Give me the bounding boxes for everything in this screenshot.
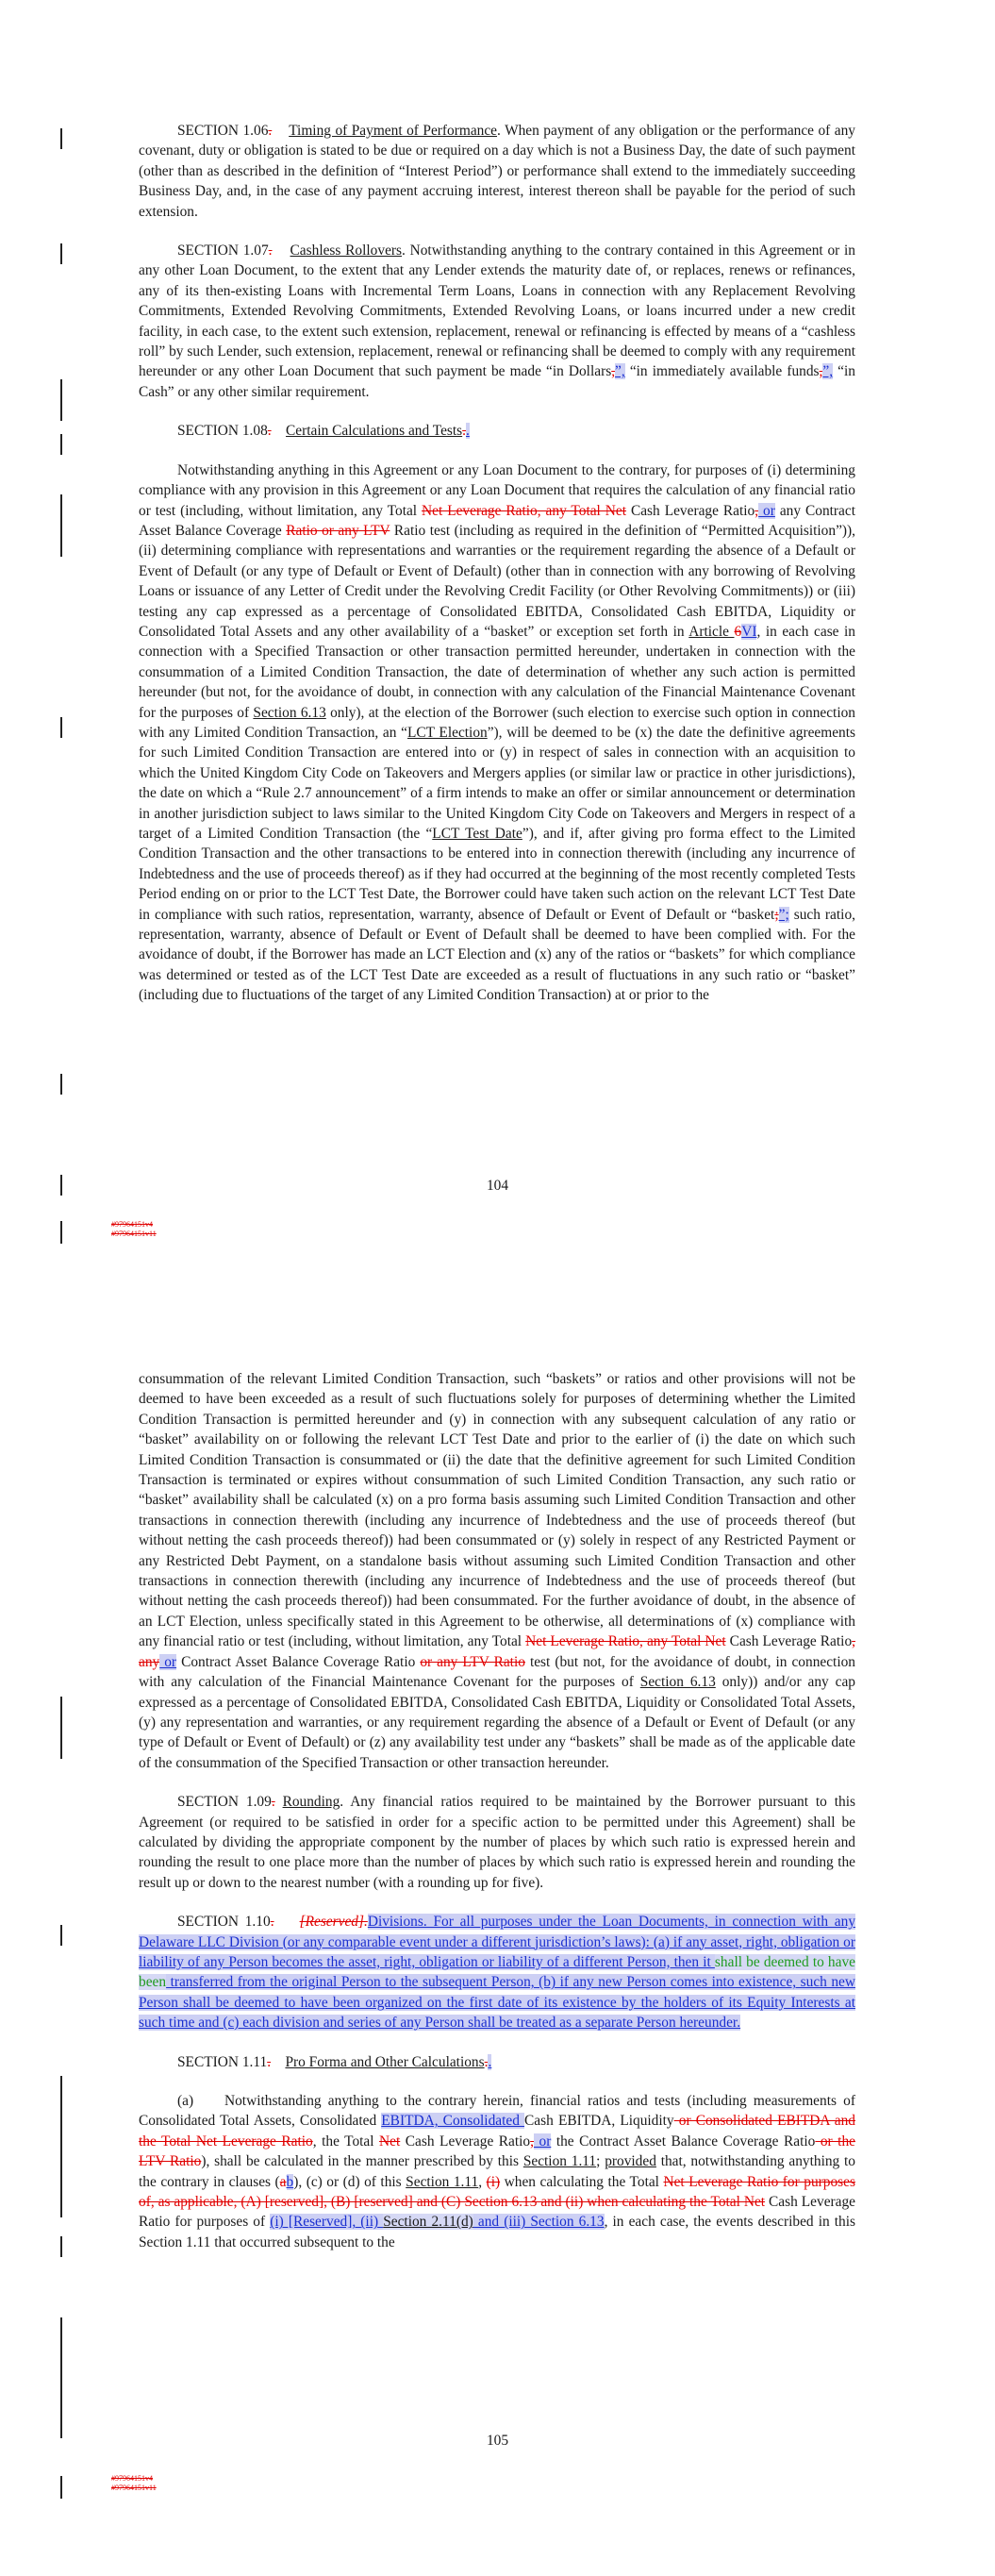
change-bar xyxy=(60,434,62,455)
change-bar xyxy=(60,128,62,149)
change-bar xyxy=(60,1925,62,1946)
page-body xyxy=(139,1369,855,2271)
document-id: #97964151v4 #97964151v11 xyxy=(111,2474,157,2492)
section-title: Timing of Payment of Performance xyxy=(289,123,498,139)
section-1-09: SECTION 1.09. Rounding. Any financial ratios required to be maintained by the Borrower pursuant to this Agreement (or required to be satisfied in order for a specific action to be permitted under this Agreement) shall be calculated by dividing the appropriate component by the number of places by which such ratio is expressed herein and rounding the result to one place more than the number of places by which such ratio is expressed herein and rounding the result up or down to the nearest number (with a rounding up for five). xyxy=(139,1794,855,1891)
change-bar xyxy=(60,717,62,738)
page-number: 104 xyxy=(486,1178,509,1194)
section-1-06: SECTION 1.06. Timing of Payment of Performance. When payment of any obligation or the performance of any covenant, duty or obligation is stated to be due or required on a day which is not a Business Day, the date of such payment (other than as described in the definition of “Interest Period”) or performance shall extend to the immediately succeeding Business Day, and, in the case of any payment accruing interest, interest thereon shall be payable for the period of such extension. xyxy=(139,123,856,220)
change-bar xyxy=(60,2317,62,2438)
change-bar xyxy=(60,379,62,421)
change-bar xyxy=(60,2476,62,2499)
section-title: Cashless Rollovers xyxy=(290,243,403,259)
section-title: Rounding xyxy=(282,1794,340,1811)
section-1-08-body: Notwithstanding anything in this Agreement or any Loan Document to the contrary, for purposes of (i) determining compliance with any provision in this Agreement or any Loan Document that requires the calculation of any financial ratio or test (including, without limitation, any Total Net Leverage Ratio, any Total Net Cash Leverage Ratio, or any Contract Asset Balance Coverage Ratio or any LTV Ratio test (including as required in the definition of “Permitted Acquisition”)), (ii) determining compliance with representations and warranties or the requirement regarding the absence of a Default or Event of Default (or any type of Default or Event of Default) (other than in connection with any borrowing of Revolving Loans or issuance of any Letter of Credit under the Revolving Credit Facility (or Other Revolving Commitments)) or (iii) testing any cap expressed as a percentage of Consolidated EBITDA, Consolidated Cash EBITDA, Liquidity or Consolidated Total Assets and any other availability of a “basket” or exception set forth in Article 6VI, in each case in connection with a Specified Transaction or other transaction permitted hereunder, undertaken in connection with the consummation of a Limited Condition Transaction, the date of determination of whether any such action is permitted hereunder (but not, for the avoidance of doubt, in connection with any calculation of the Financial Maintenance Covenant for the purposes of Section 6.13 only), at the election of the Borrower (such election to exercise such option in connection with any Limited Condition Transaction, an “LCT Election”), will be deemed to be (x) the date the definitive agreements for such Limited Condition Transaction are entered into or (y) in respect of sales in connection with an acquisition to which the United Kingdom City Code on Takeovers and Mergers applies (or similar law or practice in other jurisdictions), the date on which a “Rule 2.7 announcement” of a firm intends to make an offer or similar announcement or determination in another jurisdiction subject to laws similar to the United Kingdom City Code on Takeovers and Mergers in respect of a target of a Limited Condition Transaction (the “LCT Test Date”), and if, after giving pro forma effect to the Limited Condition Transaction and the other transactions to be entered into in connection therewith (including any incurrence of Indebtedness and the use of proceeds thereof) as if they had occurred at the beginning of the most recently completed Tests Period ending on or prior to the LCT Test Date, the Borrower could have taken such action on the relevant LCT Test Date in compliance with such ratios, representation, warranty, absence of Default or Event of Default or “basket;”; such ratio, representation, warranty, absence of Default or Event of Default shall be deemed to have been complied with. For the avoidance of doubt, if the Borrower has made an LCT Election and (x) any of the ratios or “baskets” for which compliance was determined or tested as of the LCT Test Date are exceeded as a result of fluctuations in any such ratio or “basket” (including due to fluctuations of the target of any Limited Condition Transaction) at or prior to the xyxy=(139,461,856,1004)
page-number: 105 xyxy=(486,2433,509,2449)
change-bar xyxy=(60,494,62,557)
section-1-08-continued: consummation of the relevant Limited Condition Transaction, such “baskets” or ratios and other provisions will not be deemed to have been exceeded as a result of such fluctuations solely for purposes of determining whether the Limited Condition Transaction is permitted hereunder and (y) in connection with any subsequent calculation of any ratio or “basket” availability on or following the relevant LCT Test Date and prior to the earlier of (i) the date on which such Limited Condition Transaction is consummated or (ii) the date that the definitive agreement for such Limited Condition Transaction is terminated or expires without consummation of such Limited Condition Transaction, any such ratio or “basket” availability shall be calculated (x) on a pro forma basis assuming such Limited Condition Transaction and other transactions in connection therewith (including any incurrence of Indebtedness and the use of proceeds thereof (but without netting the cash proceeds thereof)) had been consummated or (y) solely in respect of any Restricted Payment or any Restricted Debt Payment, on a standalone basis without assuming such Limited Condition Transaction and other transactions in connection therewith (including any incurrence of Indebtedness and the use of proceeds thereof (but without netting the cash proceeds thereof)) had been consummated. For the further avoidance of doubt, in the absence of an LCT Election, unless specifically stated in this Agreement to be otherwise, all determinations of (x) compliance with any financial ratio or test (including, without limitation, any Total Net Leverage Ratio, any Total Net Cash Leverage Ratio, any or Contract Asset Balance Coverage Ratio or any LTV Ratio test (but not, for the avoidance of doubt, in connection with any calculation of the Financial Maintenance Covenant for the purposes of Section 6.13 only)) and/or any cap expressed as a percentage of Consolidated EBITDA, Consolidated Cash EBITDA, Liquidity or Consolidated Total Assets, (y) any representation and warranties, or any requirement regarding the absence of a Default or Event of Default (or any type of Default or Event of Default) or (z) any availability test under any “baskets” shall be made as of the applicable date of the consummation of the Specified Transaction or other transaction hereunder. xyxy=(139,1371,855,1771)
section-1-11-a: (a) Notwithstanding anything to the contrary herein, financial ratios and tests (including measurements of Consolidated Total Assets, Consolidated EBITDA, Consolidated Cash EBITDA, Liquidity or Consolidated EBITDA and the Total Net Leverage Ratio, the Total Net Cash Leverage Ratio, or the Contract Asset Balance Coverage Ratio or the LTV Ratio), shall be calculated in the manner prescribed by this Section 1.11; provided that, notwithstanding anything to the contrary in clauses (ab), (c) or (d) of this Section 1.11, (i) when calculating the Total Net Leverage Ratio for purposes of, as applicable, (A) [reserved], (B) [reserved] and (C) Section 6.13 and (ii) when calculating the Total Net Cash Leverage Ratio for purposes of (i) [Reserved], (ii) Section 2.11(d) and (iii) Section 6.13, in each case, the events described in this Section 1.11 that occurred subsequent to the xyxy=(139,2093,856,2250)
change-bar xyxy=(60,2236,62,2257)
section-1-08-heading: SECTION 1.08. Certain Calculations and Tests.. xyxy=(177,423,470,440)
change-bar xyxy=(60,243,62,264)
section-1-07: SECTION 1.07. Cashless Rollovers. Notwithstanding anything to the contrary contained in this Agreement or in any other Loan Document, to the extent that any Lender extends the maturity date of, or replaces, renews or refinances, any of its then-existing Loans with Incremental Term Loans, Loans in connection with any Replacement Revolving Commitments, Extended Revolving Commitments, Extended Revolving Loans, or loans incurred under a new credit facility, in each case, to the extent such extension, replacement, renewal or refinancing is effected by means of a “cashless roll” by such Lender, such extension, replacement, renewal or refinancing shall be deemed to comply with any requirement hereunder or any other Loan Document that such payment be made “in Dollars,”, “in immediately available funds,”, “in Cash” or any other similar requirement. xyxy=(139,243,855,400)
section-title: Certain Calculations and Tests xyxy=(286,423,463,440)
section-title: Pro Forma and Other Calculations xyxy=(285,2053,485,2070)
change-bar xyxy=(60,2076,62,2217)
page-105 xyxy=(0,1283,995,2576)
page-body xyxy=(139,121,855,1025)
page-104 xyxy=(0,0,995,1283)
change-bar xyxy=(60,1697,62,1759)
document-id: #97964151v4 #97964151v11 xyxy=(111,1220,157,1238)
change-bar xyxy=(60,1221,62,1244)
section-1-10: SECTION 1.10. [Reserved].Divisions. For all purposes under the Loan Documents, in connection with any Delaware LLC Division (or any comparable event under a different jurisdiction’s laws): (a) if any asset, right, obligation or liability of any Person becomes the asset, right, obligation or liability of a different Person, then it shall be deemed to have been transferred from the original Person to the subsequent Person, (b) if any new Person comes into existence, such new Person shall be deemed to have been organized on the first date of its existence by the holders of its Equity Interests at such time and (c) each division and series of any Person shall be treated as a separate Person hereunder. xyxy=(139,1914,856,2032)
change-bar xyxy=(60,1074,62,1095)
section-1-11-heading: SECTION 1.11. Pro Forma and Other Calculations.. xyxy=(177,2053,492,2070)
